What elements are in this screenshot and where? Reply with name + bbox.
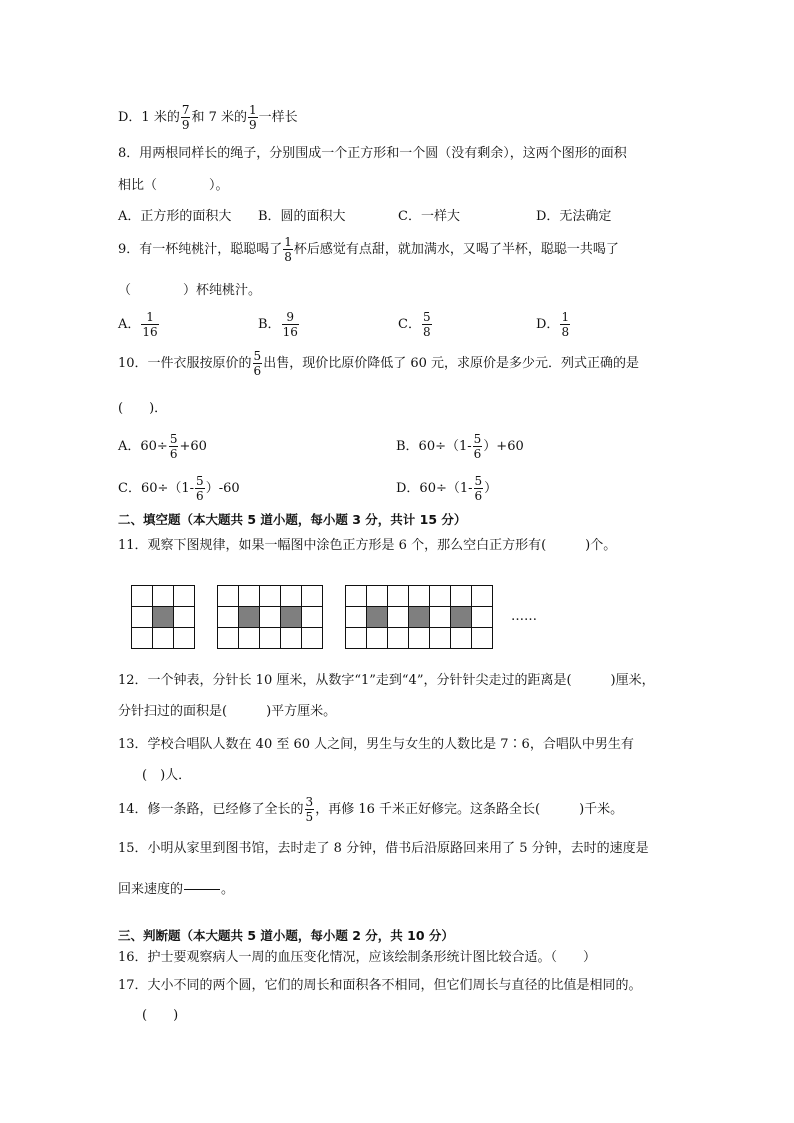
pattern-grid-2 [217,585,325,649]
q16-text: 16．护士要观察病人一周的血压变化情况，应该绘制条形统计图比较合适。（ ） [118,950,597,965]
grid-cells [218,586,323,649]
q9-suffix: 杯后感觉有点甜，就加满水，又喝了半杯，聪聪一共喝了 [293,242,619,257]
q14-suffix: ，再修 16 千米正好修完。这条路全长( )千米。 [315,802,624,817]
fraction [253,350,263,377]
fraction-numerator: 1 [146,310,154,324]
q8-option-c: C．一样大 [398,209,460,224]
q10-option-c [118,475,240,502]
fraction-numerator: 5 [473,432,482,446]
pattern-grid-1 [131,585,197,649]
fraction-denominator: 6 [196,489,204,503]
fraction-numerator: 7 [181,103,190,117]
q9-option-b [258,311,300,338]
shaded-square [367,607,388,628]
shaded-square [281,607,302,628]
q8-option-d: D．无法确定 [536,209,612,224]
q15-line2-suffix: 。 [221,882,235,897]
fraction [282,311,299,338]
q11-text: 11．观察下图规律，如果一幅图中涂色正方形是 6 个，那么空白正方形有( )个。 [118,538,617,553]
q7d-mid: 和 7 米的 [191,110,248,125]
fraction-numerator: 1 [561,310,570,324]
fraction-numerator: 1 [249,103,257,117]
q13-line1: 13．学校合唱队人数在 40 至 60 人之间，男生与女生的人数比是 7∶6，合唱队中男生有 [118,737,634,752]
blank-denominator [184,889,220,903]
fraction [141,311,158,338]
grid-cells [346,586,493,649]
shaded-square [409,607,430,628]
option-pre: A．60÷ [118,439,168,454]
fraction [195,475,205,502]
fraction [422,311,432,338]
fraction-denominator: 8 [561,325,570,339]
q10-option-b [396,433,524,460]
fraction [560,311,570,338]
q15-line2-prefix: 回来速度的 [118,882,184,897]
q9-line1 [118,236,619,263]
q10-option-a [118,433,207,460]
option-post: +60 [179,439,207,454]
q15-line2 [118,876,234,903]
option-pre: C．60÷（1- [118,481,195,496]
fraction [283,236,293,263]
section-heading-true-false: 三、判断题（本大题共 5 道小题，每小题 2 分，共 10 分） [118,928,454,943]
fraction-numerator: 5 [422,310,431,324]
option-label: D． [536,317,560,332]
q10-suffix: 出售，现价比原价降低了 60 元，求原价是多少元．列式正确的是 [263,356,639,371]
q9-option-c [398,311,433,338]
fraction-denominator: 6 [474,489,483,503]
q8-option-b: B．圆的面积大 [258,209,346,224]
q9-prefix: 9．有一杯纯桃汁，聪聪喝了 [118,242,283,257]
grid-cells [132,586,195,649]
blank-numerator [184,876,220,889]
q8-line2: 相比（ ）。 [118,178,229,193]
fraction [473,433,483,460]
q8-option-a: A．正方形的面积大 [118,209,232,224]
q14-line [118,796,623,823]
option-label: A． [118,317,141,332]
option-post: ）-60 [205,481,240,496]
fraction-numerator: 3 [305,795,314,809]
q7d-suffix: 一样长 [258,110,298,125]
q9-line2: （ ）杯纯桃汁。 [118,283,262,298]
q15-line1: 15．小明从家里到图书馆，去时走了 8 分钟，借书后沿原路回来用了 5 分钟，去时的速度是 [118,841,649,856]
q13-line2: ( )人． [142,768,192,783]
q10-option-d [396,475,497,502]
fraction-numerator: 9 [286,310,295,324]
fraction-denominator: 5 [305,810,314,824]
fraction-denominator: 16 [142,325,158,339]
fraction-denominator: 9 [181,118,190,132]
option-pre: D．60÷（1- [396,481,473,496]
q10-prefix: 10．一件衣服按原价的 [118,356,252,371]
q17-line2: ( ) [142,1008,179,1023]
q12-line2: 分针扫过的面积是( )平方厘米。 [118,704,337,719]
q10-line2: ( )． [118,401,168,416]
shaded-square [153,607,174,628]
fraction [169,433,179,460]
fraction-numerator: 5 [169,432,178,446]
option-post: ）+60 [483,439,524,454]
pattern-ellipsis: …… [511,609,537,624]
q17-line1: 17．大小不同的两个圆，它们的周长和面积各不相同，但它们周长与直径的比值是相同的。 [118,978,642,993]
shaded-square [239,607,260,628]
q8-line1: 8．用两根同样长的绳子，分别围成一个正方形和一个圆（没有剩余），这两个图形的面积 [118,146,627,161]
option-post: ） [484,481,498,496]
fraction [248,104,258,131]
shaded-square [451,607,472,628]
fraction [305,796,315,823]
fraction-numerator: 5 [474,474,483,488]
fraction-denominator: 6 [473,447,482,461]
fraction-denominator: 6 [169,447,178,461]
q7d-prefix: D．1 米的 [118,110,180,125]
blank-fraction [184,876,220,903]
fraction [474,475,484,502]
fraction-denominator: 16 [282,325,298,339]
fraction-numerator: 5 [253,349,262,363]
option-label: C． [398,317,421,332]
fraction-denominator: 8 [422,325,431,339]
fraction [181,104,191,131]
fraction-denominator: 8 [284,250,292,264]
option-label: B． [258,317,281,332]
q12-line1: 12．一个钟表，分针长 10 厘米，从数字“1”走到“4”，分针针尖走过的距离是( )厘米， [118,673,655,688]
q10-line1 [118,350,639,377]
fraction-numerator: 5 [196,474,204,488]
pattern-grid-3 [345,585,495,649]
q7-option-d [118,104,298,131]
fraction-denominator: 6 [253,364,262,378]
option-pre: B．60÷（1- [396,439,472,454]
fraction-denominator: 9 [249,118,257,132]
q14-prefix: 14．修一条路，已经修了全长的 [118,802,304,817]
section-heading-fill-in: 二、填空题（本大题共 5 道小题，每小题 3 分，共计 15 分） [118,512,467,527]
q9-option-a [118,311,160,338]
fraction-numerator: 1 [284,235,292,249]
q9-option-d [536,311,571,338]
